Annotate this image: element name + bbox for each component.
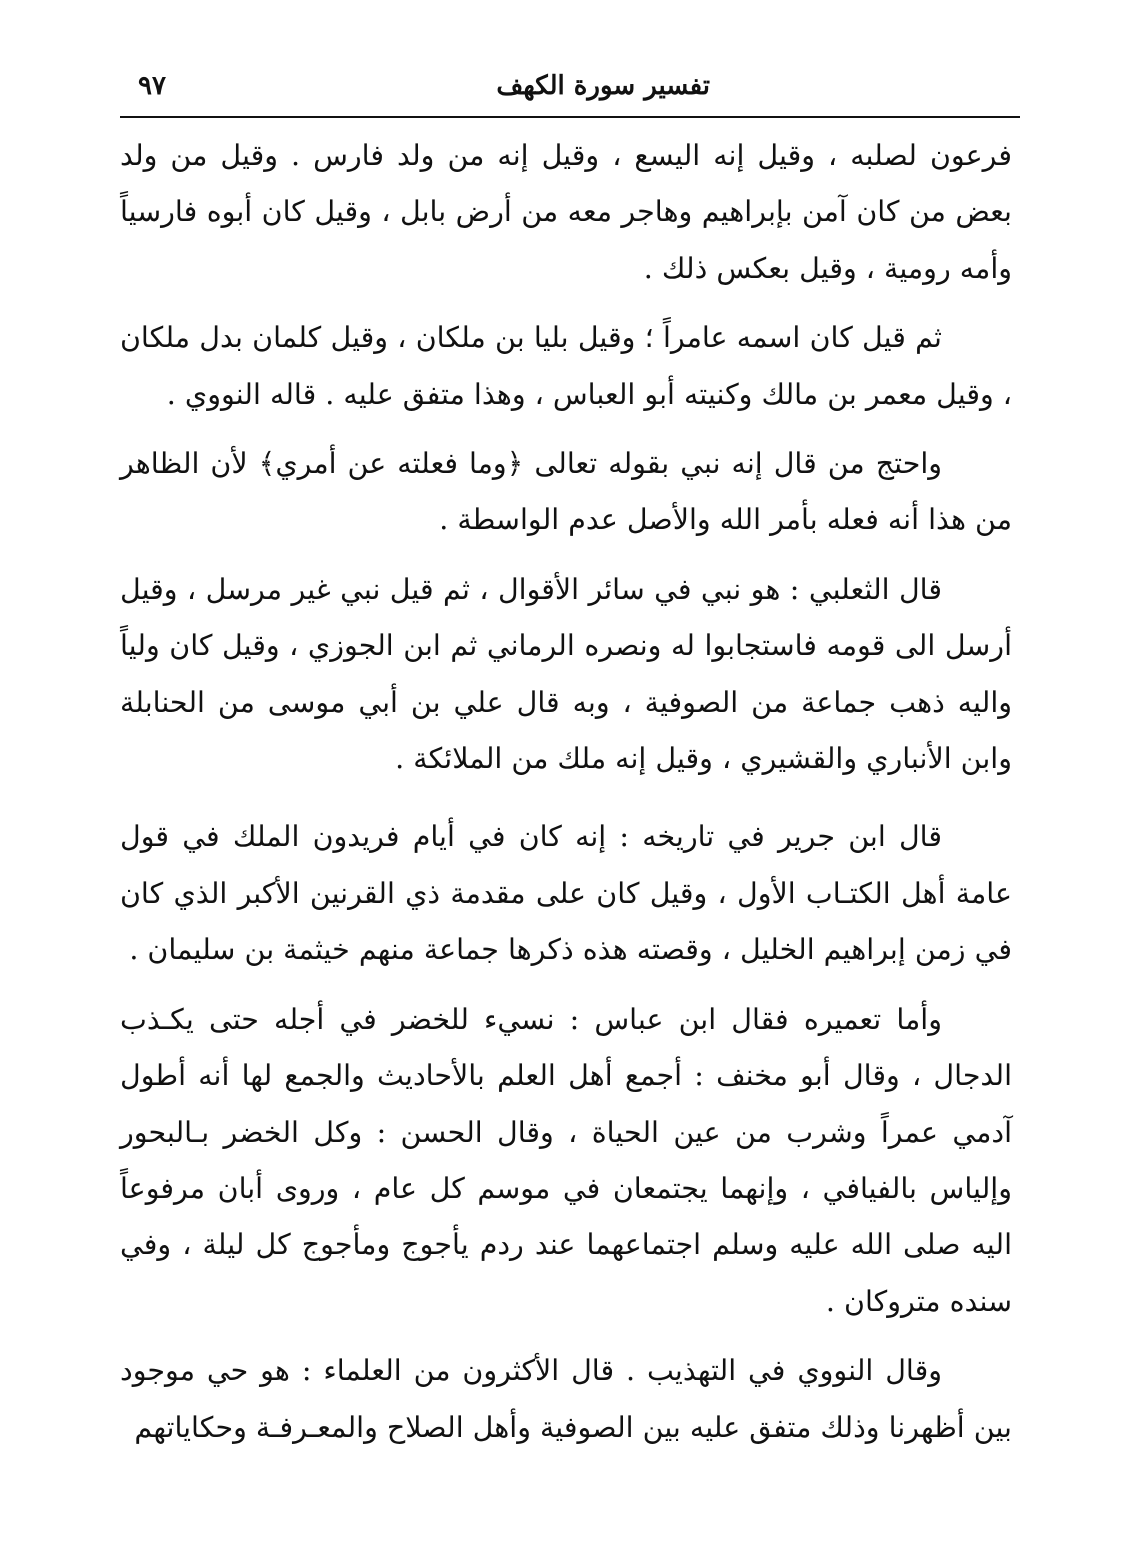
page-header <box>120 66 1020 110</box>
running-title: تفسير سورة الكهف <box>496 71 710 101</box>
paragraph-2: ثم قيل كان اسمه عامراً ؛ وقيل بليا بن ملكان ، وقيل كلمان بدل ملكان ، وقيل معمر بن مالك وكنيته أبو العباس ، وهذا متفق عليه . قاله النووي . <box>120 321 1012 411</box>
paragraph-7: وقال النووي في التهذيب . قال الأكثرون من العلماء : هو حي موجود بين أظهرنا وذلك متفق عليه بين الصوفية وأهل الصلاح والمعـرفـة وحكاياتهم <box>120 1354 1012 1444</box>
paragraph-3: واحتج من قال إنه نبي بقوله تعالى ﴿وما فعلته عن أمري﴾ لأن الظاهر من هذا أنه فعله بأمر الله والأصل عدم الواسطة . <box>120 447 1012 537</box>
paragraph-4: قال الثعلبي : هو نبي في سائر الأقوال ، ثم قيل نبي غير مرسل ، وقيل أرسل الى قومه فاستجابوا له ونصره الرماني ثم ابن الجوزي ، وقيل كان ولياً واليه ذهب جماعة من الصوفية ، وبه قال علي بن أبي موسى من الحنابلة وابن الأنباري والقشيري ، وقيل إنه ملك من الملائكة . <box>120 572 1012 776</box>
paragraph-5: قال ابن جرير في تاريخه : إنه كان في أيام فريدون الملك في قول عامة أهل الكتـاب الأول ، وقيل كان على مقدمة ذي القرنين الأكبر الذي كان في زمن إبراهيم الخليل ، وقصته هذه ذكرها جماعة منهم خيثمة بن سليمان . <box>120 820 1012 967</box>
paragraph-6: وأما تعميره فقال ابن عباس : نسيء للخضر في أجله حتى يكـذب الدجال ، وقال أبو مخنف : أجمع أهل العلم بالأحاديث والجمع لها أنه أطول آدمي عمراً وشرب من عين الحياة ، وقال الحسن : وكل الخضر بـالبحور وإلياس بالفيافي ، وإنهما يجتمعان في موسم كل عام ، وروى أبان مرفوعاً اليه صلى الله عليه وسلم اجتماعهما عند ردم يأجوج ومأجوج كل ليلة ، وفي سنده متروكان . <box>120 1002 1012 1318</box>
header-divider <box>120 116 1020 118</box>
page-number: ٩٧ <box>138 71 166 101</box>
paragraph-1: فرعون لصلبه ، وقيل إنه اليسع ، وقيل إنه من ولد فارس . وقيل من ولد بعض من كان آمن بإبراهيم وهاجر معه من أرض بابل ، وقيل كان أبوه فارسياً وأمه رومية ، وقيل بعكس ذلك . <box>120 139 1012 285</box>
page-body <box>120 128 1012 1469</box>
